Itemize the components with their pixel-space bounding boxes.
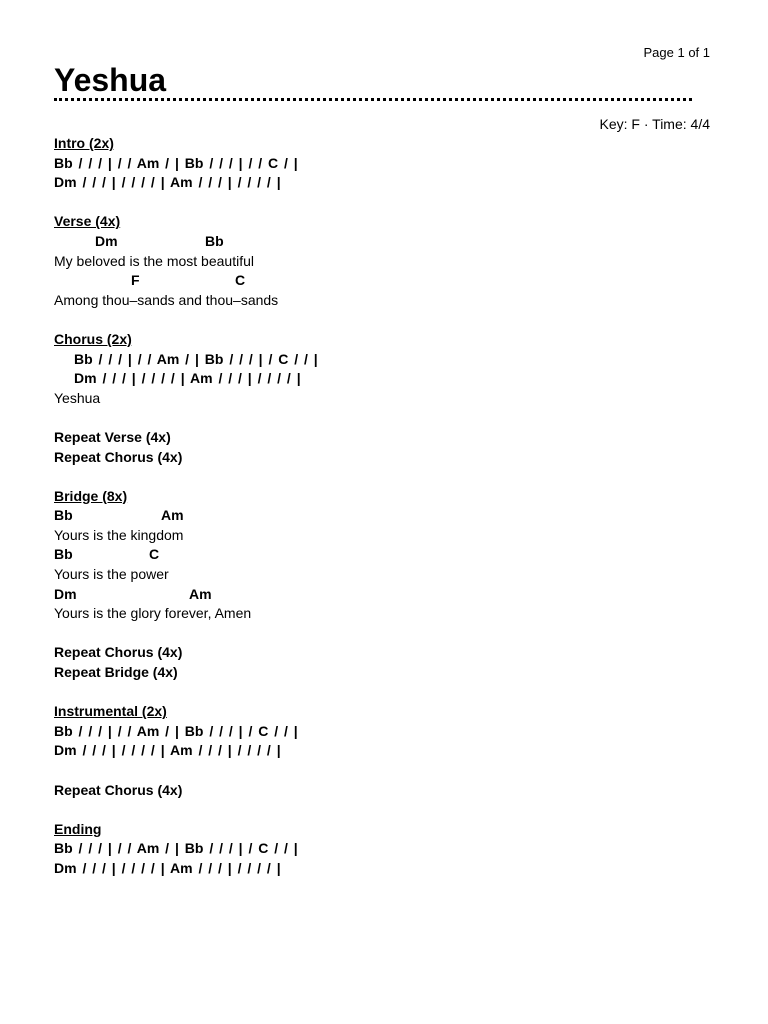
chord: Bb [205,232,224,249]
spacer [54,193,714,213]
verse-chord-line [54,271,714,291]
bridge-lyric: Yours is the kingdom [54,526,184,543]
instrumental-bar-line: Dm / / / | / / / / | Am / / / | / / / / | [54,742,281,759]
section-header-intro: Intro (2x) [54,135,114,151]
bridge-lyric: Yours is the power [54,566,169,583]
chord-sheet [54,134,714,879]
chord: C [149,546,160,563]
chorus-lyric: Yeshua [54,389,101,406]
section-header-chorus: Chorus (2x) [54,330,132,347]
verse-lyric: My beloved is the most beautiful [54,252,254,269]
section-header-instrumental: Instrumental (2x) [54,703,167,720]
chord: Am [161,507,184,524]
verse-lyric: Among thou–sands and thou–sands [54,291,279,308]
repeat-instruction: Repeat Chorus (4x) [54,644,183,661]
chord: Bb [54,546,73,563]
song-title: Yeshua [54,62,167,98]
verse-chord-line [54,232,714,252]
spacer [54,467,714,487]
ending-bar-line: Bb / / / | / / Am / | Bb / / / | / C / / | [54,840,298,857]
intro-bar-line: Dm / / / | / / / / | Am / / / | / / / / | [54,174,281,191]
section-header-verse: Verse (4x) [54,213,121,230]
page-number: Page 1 of 1 [643,45,710,60]
repeat-instruction: Repeat Verse (4x) [54,428,171,445]
bridge-lyric: Yours is the glory forever, Amen [54,605,252,622]
bridge-chord-line [54,585,714,605]
spacer [54,624,714,644]
chord: Am [189,585,212,602]
repeat-instruction: Repeat Bridge (4x) [54,664,178,681]
chord: C [235,272,246,289]
instrumental-bar-line: Bb / / / | / / Am / | Bb / / / | / C / / | [54,722,298,739]
repeat-instruction: Repeat Chorus (4x) [54,448,183,465]
ending-bar-line: Dm / / / | / / / / | Am / / / | / / / / | [54,859,281,876]
spacer [54,310,714,330]
chorus-bar-line: Dm / / / | / / / / | Am / / / | / / / / | [74,370,301,387]
chord: Dm [54,585,77,602]
chord: Bb [54,507,73,524]
repeat-instruction: Repeat Chorus (4x) [54,781,183,798]
bridge-chord-line [54,545,714,565]
spacer [54,683,714,703]
chord: F [131,272,140,289]
spacer [54,408,714,428]
section-header-ending: Ending [54,820,102,837]
chorus-bar-line: Bb / / / | / / Am / | Bb / / / | / C / / | [74,350,318,367]
spacer [54,800,714,820]
section-header-bridge: Bridge (8x) [54,487,128,504]
chord: Dm [95,232,118,249]
spacer [54,761,714,781]
bridge-chord-line [54,506,714,526]
intro-bar-line: Bb / / / | / / Am / | Bb / / / | / / C / | [54,154,298,171]
key-time-meta: Key: F · Time: 4/4 [599,116,710,132]
title-divider [54,98,692,101]
